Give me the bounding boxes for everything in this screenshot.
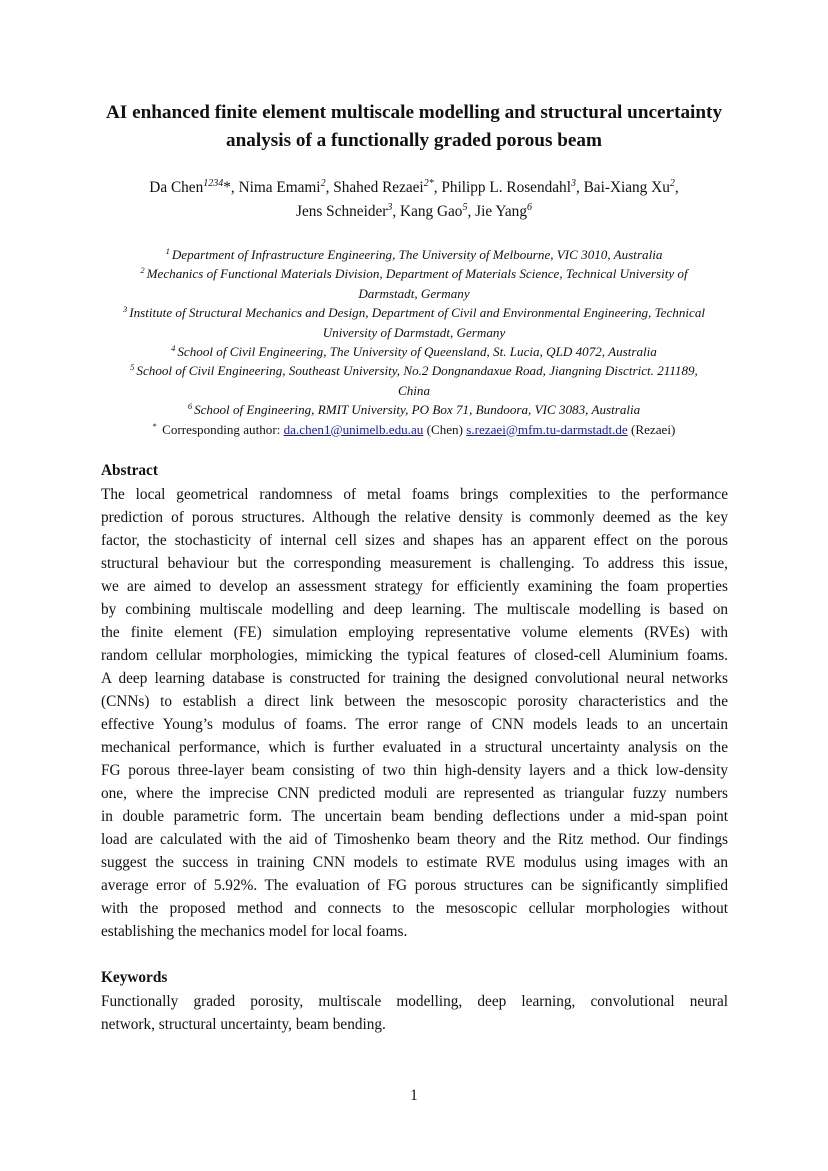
- affiliation-1: $^1$ Department of Infrastructure Engineering, The University of Melbourne, VIC 3010, Australia: [165, 246, 663, 262]
- title-line: analysis of a functionally graded porous beam: [226, 130, 602, 151]
- abstract-line: FG porous three-layer beam consisting of two thin high-density layers and a thick low-density: [101, 762, 728, 779]
- abstract-line: mechanical performance, which is further evaluated in a structural uncertainty analysis on the: [101, 739, 728, 756]
- author-line: Da Chen$^{1234}$*, Nima Emami$^2$, Shahed Rezaei$^{2*}$, Philipp L. Rosendahl$^3$, Bai-Xiang Xu$^2$,: [149, 178, 679, 196]
- abstract-line: we are aimed to develop an assessment strategy for efficiently examining the foam properties: [101, 578, 728, 595]
- keywords-line: network, structural uncertainty, beam bending.: [101, 1016, 386, 1033]
- email-link-rezaei[interactable]: s.rezaei@mfm.tu-darmstadt.de: [466, 421, 628, 437]
- abstract-line: establishing the mechanics model for local foams.: [101, 923, 408, 940]
- affiliation-4: $^4$ School of Civil Engineering, The University of Queensland, St. Lucia, QLD 4072, Australia: [171, 343, 657, 360]
- author-name: Shahed Rezaei: [333, 179, 424, 196]
- author-name: Bai-Xiang Xu: [583, 179, 670, 196]
- abstract-line: random cellular morphologies, mimicking the typical features of closed-cell Aluminium foams.: [101, 647, 728, 664]
- abstract-line: factor, the stochasticity of internal cell sizes and shapes has an apparent effect on the porous: [101, 532, 728, 549]
- abstract-line: one, where the imprecise CNN predicted moduli are represented as triangular fuzzy numbers: [101, 785, 728, 802]
- author-name: Da Chen: [149, 179, 204, 196]
- abstract-line: prediction of porous structures. Although the relative density is commonly deemed as the key: [101, 509, 728, 526]
- abstract-line: structural behaviour but the corresponding measurement is challenging. To address this issue,: [101, 555, 728, 572]
- author-affil-sup: 1234: [203, 178, 224, 189]
- author-name: Kang Gao: [400, 203, 463, 220]
- author-affil-sup: 6: [526, 202, 532, 213]
- keywords-body: [101, 990, 728, 1036]
- corresponding-mark: *: [223, 179, 231, 196]
- abstract-line: by combining multiscale modelling and deep learning. The multiscale modelling is based on: [101, 601, 728, 618]
- abstract-line: suggest the success in training CNN models to estimate RVE modulus using images with an: [101, 854, 728, 871]
- abstract-body: [101, 483, 728, 943]
- keywords-heading: Keywords: [101, 969, 168, 986]
- abstract-line: load are calculated with the aid of Timoshenko beam theory and the Ritz method. Our findings: [101, 831, 728, 848]
- abstract-line: the finite element (FE) simulation employing representative volume elements (RVEs) with: [101, 624, 728, 641]
- email-link-chen[interactable]: da.chen1@unimelb.edu.au: [283, 421, 424, 437]
- title-line: AI enhanced finite element multiscale modelling and structural uncertainty: [105, 102, 723, 123]
- author-affil-sup: 2: [669, 178, 675, 189]
- author-list: [60, 176, 768, 224]
- abstract-line: A deep learning database is constructed for training the designed convolutional neural networks: [101, 670, 728, 687]
- author-affil-sup: 3: [570, 178, 576, 189]
- author-name: Jens Schneider: [296, 203, 388, 220]
- keywords-line: Functionally graded porosity, multiscale modelling, deep learning, convolutional neural: [101, 993, 728, 1010]
- abstract-line: with the proposed method and connects to the mesoscopic cellular morphologies without: [101, 900, 728, 917]
- abstract-line: average error of 5.92%. The evaluation of FG porous structures can be significantly simplified: [101, 877, 728, 894]
- abstract-line: The local geometrical randomness of metal foams brings complexities to the performance: [101, 486, 728, 503]
- author-line: Jens Schneider$^3$, Kang Gao$^5$, Jie Yang$^6$: [296, 202, 532, 220]
- author-name: Jie Yang: [475, 203, 527, 220]
- affiliation-list: [96, 245, 732, 439]
- abstract-line: (CNNs) to establish a direct link between the mesoscopic porosity characteristics and the: [101, 693, 728, 710]
- affiliation-6: $^6$ School of Engineering, RMIT University, PO Box 71, Bundoora, VIC 3083, Australia: [187, 401, 641, 418]
- paper-title: [60, 99, 768, 155]
- abstract-heading: Abstract: [101, 462, 158, 479]
- abstract-line: in double parametric form. The uncertain beam bending deflections under a mid-span point: [101, 808, 728, 825]
- author-name: Philipp L. Rosendahl: [441, 179, 571, 196]
- author-affil-sup: 5: [462, 202, 468, 213]
- page-number: 1: [410, 1087, 418, 1104]
- abstract-line: effective Young’s modulus of foams. The error range of CNN models leads to an uncertain: [101, 716, 728, 733]
- author-affil-sup: 3: [387, 202, 393, 213]
- author-affil-sup: 2*: [423, 178, 434, 189]
- corresponding-author: * Corresponding author: da.chen1@unimelb.edu.au (Chen) s.rezaei@mfm.tu-darmstadt.de (Rezaei): [152, 420, 676, 437]
- affiliation-3: $^3$ Institute of Structural Mechanics and Design, Department of Civil and Environmental Engineering, Technical University of Darmstadt, Germany: [122, 304, 706, 340]
- author-name: Nima Emami: [238, 179, 321, 196]
- author-affil-sup: 2: [320, 178, 326, 189]
- affiliation-2: $^2$ Mechanics of Functional Materials Division, Department of Materials Science, Technical University of Darmstadt, Germany: [140, 265, 688, 301]
- affiliation-5: $^5$ School of Civil Engineering, Southeast University, No.2 Dongnandaxue Road, Jiangning Disctrict. 211189, China: [130, 362, 698, 398]
